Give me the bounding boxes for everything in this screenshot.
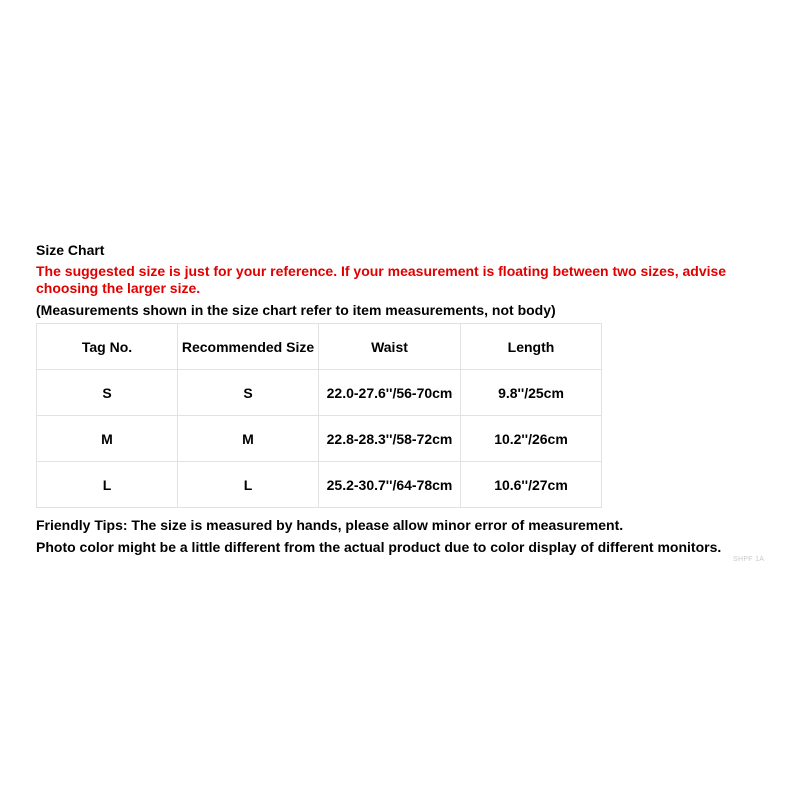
cell-tag-no: L <box>37 462 178 508</box>
watermark-text: SHPF 1A <box>733 556 765 563</box>
column-header-tag-no: Tag No. <box>37 324 178 370</box>
cell-tag-no: S <box>37 370 178 416</box>
column-header-length: Length <box>461 324 602 370</box>
color-disclaimer: Photo color might be a little different from the actual product due to color display of different monitors. <box>36 539 722 555</box>
table-row <box>37 416 602 462</box>
cell-waist: 22.8-28.3''/58-72cm <box>319 416 461 462</box>
table-row <box>37 370 602 416</box>
cell-length: 10.6''/27cm <box>461 462 602 508</box>
column-header-recommended-size: Recommended Size <box>178 324 319 370</box>
cell-recommended-size: S <box>178 370 319 416</box>
cell-recommended-size: M <box>178 416 319 462</box>
cell-length: 9.8''/25cm <box>461 370 602 416</box>
cell-tag-no: M <box>37 416 178 462</box>
friendly-tip: Friendly Tips: The size is measured by hands, please allow minor error of measurement. <box>36 517 624 533</box>
table-row <box>37 462 602 508</box>
measurement-note: (Measurements shown in the size chart refer to item measurements, not body) <box>36 302 556 318</box>
table-header-row <box>37 324 602 370</box>
page-title: Size Chart <box>36 242 105 258</box>
cell-waist: 22.0-27.6''/56-70cm <box>319 370 461 416</box>
cell-recommended-size: L <box>178 462 319 508</box>
cell-waist: 25.2-30.7''/64-78cm <box>319 462 461 508</box>
size-advice-notice: The suggested size is just for your reference. If your measurement is floating between two sizes, advise choosing the larger size. <box>36 263 727 296</box>
cell-length: 10.2''/26cm <box>461 416 602 462</box>
size-table <box>36 323 602 508</box>
size-chart-section <box>36 241 766 558</box>
column-header-waist: Waist <box>319 324 461 370</box>
